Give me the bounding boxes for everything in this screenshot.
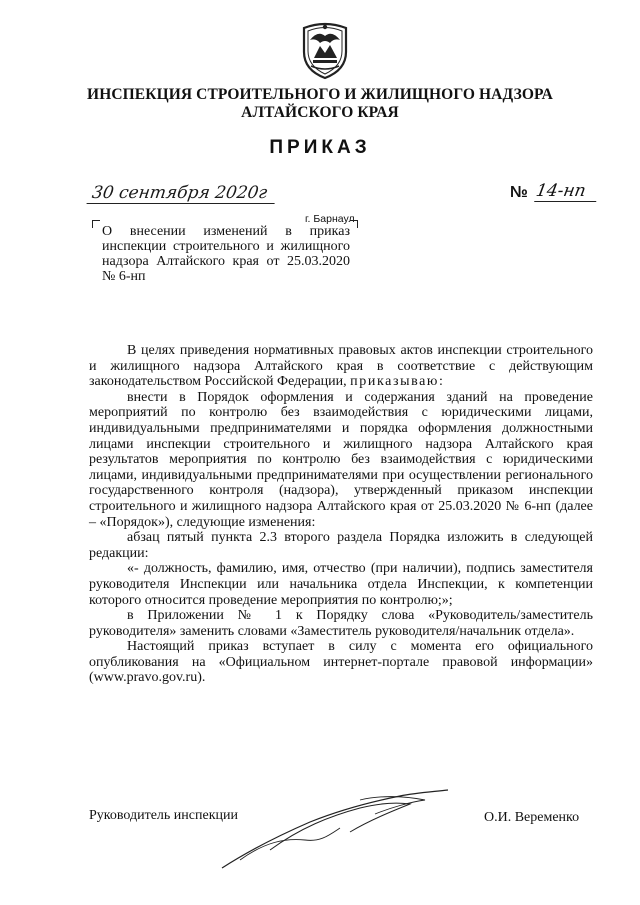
- paragraph-appendix: в Приложении № 1 к Порядку слова «Руководитель/заместитель руководителя» заменить словами «Заместитель руководителя/начальник отдела».: [89, 608, 593, 639]
- city-label: г. Барнаул: [305, 213, 355, 225]
- organization-name-line2: АЛТАЙСКОГО КРАЯ: [241, 104, 399, 121]
- document-body: [89, 343, 593, 686]
- subject-text: О внесении изменений в приказ инспекции строительного и жилищного надзора Алтайского края от 25.03.2020 № 6-нп: [102, 224, 350, 284]
- bracket-corner-right: [350, 220, 358, 228]
- preamble-text: В целях приведения нормативных правовых актов инспекции строительного и жилищного надзора Алтайского края в соответствие с действующим законодательством Российской Федерации,: [89, 343, 593, 390]
- paragraph-amendment: внести в Порядок оформления и содержания зданий на проведение мероприятий по контролю без взаимодействия с юридическими лицами, индивидуальными предпринимателями и порядка оформления должностными лицами инспекции строительного и жилищного надзора Алтайского края результатов мероприятия по контролю без взаимодействия с юридическими лицами, индивидуальными предпринимателями при осуществлении регионального государственного контроля (надзора), утвержденный приказом инспекции строительного и жилищного надзора Алтайского края от 25.03.2020 № 6-нп (далее – «Порядок»), следующие изменения:: [89, 389, 593, 530]
- coat-of-arms-emblem: [296, 18, 354, 80]
- order-word: приказываю:: [350, 374, 445, 390]
- handwritten-date: 30 сентября 2020г: [87, 183, 278, 204]
- handwritten-signature: [210, 780, 460, 875]
- number-sign: №: [510, 184, 528, 201]
- paragraph-preamble: [89, 343, 593, 390]
- paragraph-clause: абзац пятый пункта 2.3 второго раздела Порядка изложить в следующей редакции:: [89, 530, 593, 561]
- organization-name-line1: ИНСПЕКЦИЯ СТРОИТЕЛЬНОГО И ЖИЛИЩНОГО НАДЗОРА: [87, 86, 553, 103]
- paragraph-quote: «- должность, фамилию, имя, отчество (при наличии), подпись заместителя руководителя Инспекции или начальника отдела Инспекции, к компетенции которого относится проведение мероприятия по контролю;»;: [89, 561, 593, 608]
- subject-block: [92, 220, 358, 284]
- signatory-name: О.И. Веременко: [484, 810, 580, 825]
- signatory-position: Руководитель инспекции: [89, 808, 238, 823]
- handwritten-number: 14-нп: [534, 181, 600, 202]
- document-number: [510, 183, 600, 205]
- paragraph-effective: Настоящий приказ вступает в силу с момента его официального опубликования на «Официальном интернет-портале правовой информации» (www.pravo.gov.ru).: [89, 639, 593, 686]
- document-type-title: ПРИКАЗ: [269, 137, 371, 158]
- bracket-corner-left: [92, 220, 100, 228]
